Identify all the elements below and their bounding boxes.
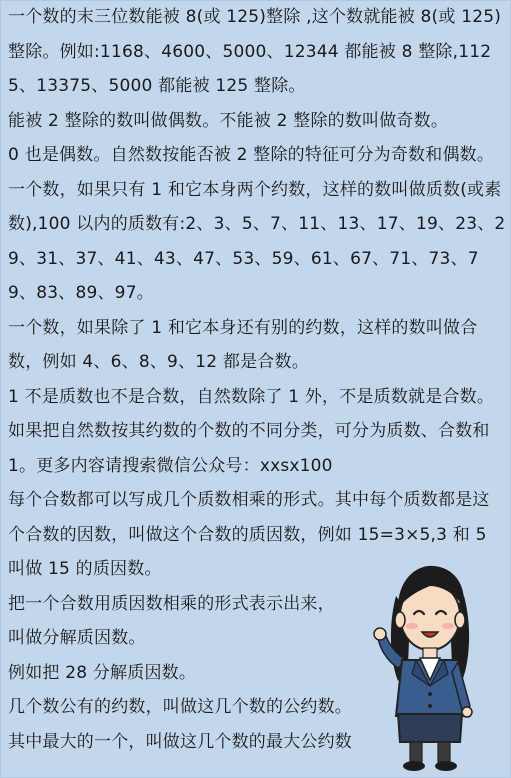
paragraph-prime-factors: 每个合数都可以写成几个质数相乘的形式。其中每个质数都是这个合数的因数，叫做这个合数的质因数，例如 15=3×5,3 和 5 叫做 15 的质因数。 xyxy=(8,490,490,579)
paragraph-one-neither: 1 不是质数也不是合数，自然数除了 1 外，不是质数就是合数。如果把自然数按其约数的个数的不同分类，可分为质数、合数和 1。更多内容请搜索微信公众号：xxsx100 xyxy=(8,386,495,476)
paragraph-divisible-by-8-125: 一个数的末三位数能被 8(或 125)整除 ,这个数就能被 8(或 125)整除。例如:1168、4600、5000、12344 都能被 8 整除,1125、13375、5000 都能被 125 整除。 xyxy=(8,7,502,96)
paragraph-common-divisor: 几个数公有的约数，叫做这几个数的公约数。 xyxy=(8,697,352,717)
paragraph-zero-even: 0 也是偶数。自然数按能否被 2 整除的特征可分为奇数和偶数。 xyxy=(8,145,495,165)
paragraph-greatest-common-divisor: 其中最大的一个，叫做这几个数的最大公约数 xyxy=(8,731,352,752)
paragraph-even-odd-definition: 能被 2 整除的数叫做偶数。不能被 2 整除的数叫做奇数。 xyxy=(8,110,449,131)
teacher-illustration-icon xyxy=(368,556,500,774)
paragraph-factorization-2: 叫做分解质因数。 xyxy=(8,628,146,648)
paragraph-factorization-1: 把一个合数用质因数相乘的形式表示出来， xyxy=(8,593,335,614)
skirt xyxy=(398,714,462,742)
paragraph-prime-numbers: 一个数，如果只有 1 和它本身两个约数，这样的数叫做质数(或素数),100 以内的质数有:2、3、5、7、11、13、17、19、23、29、31、37、41、43、47、53、59、61、67、71、73、79、83、89、97。 xyxy=(8,179,506,303)
paragraph-composite-numbers: 一个数，如果除了 1 和它本身还有别的约数，这样的数叫做合数，例如 4、6、8、9、12 都是合数。 xyxy=(8,317,478,372)
paragraph-example-28: 例如把 28 分解质因数。 xyxy=(8,662,197,683)
